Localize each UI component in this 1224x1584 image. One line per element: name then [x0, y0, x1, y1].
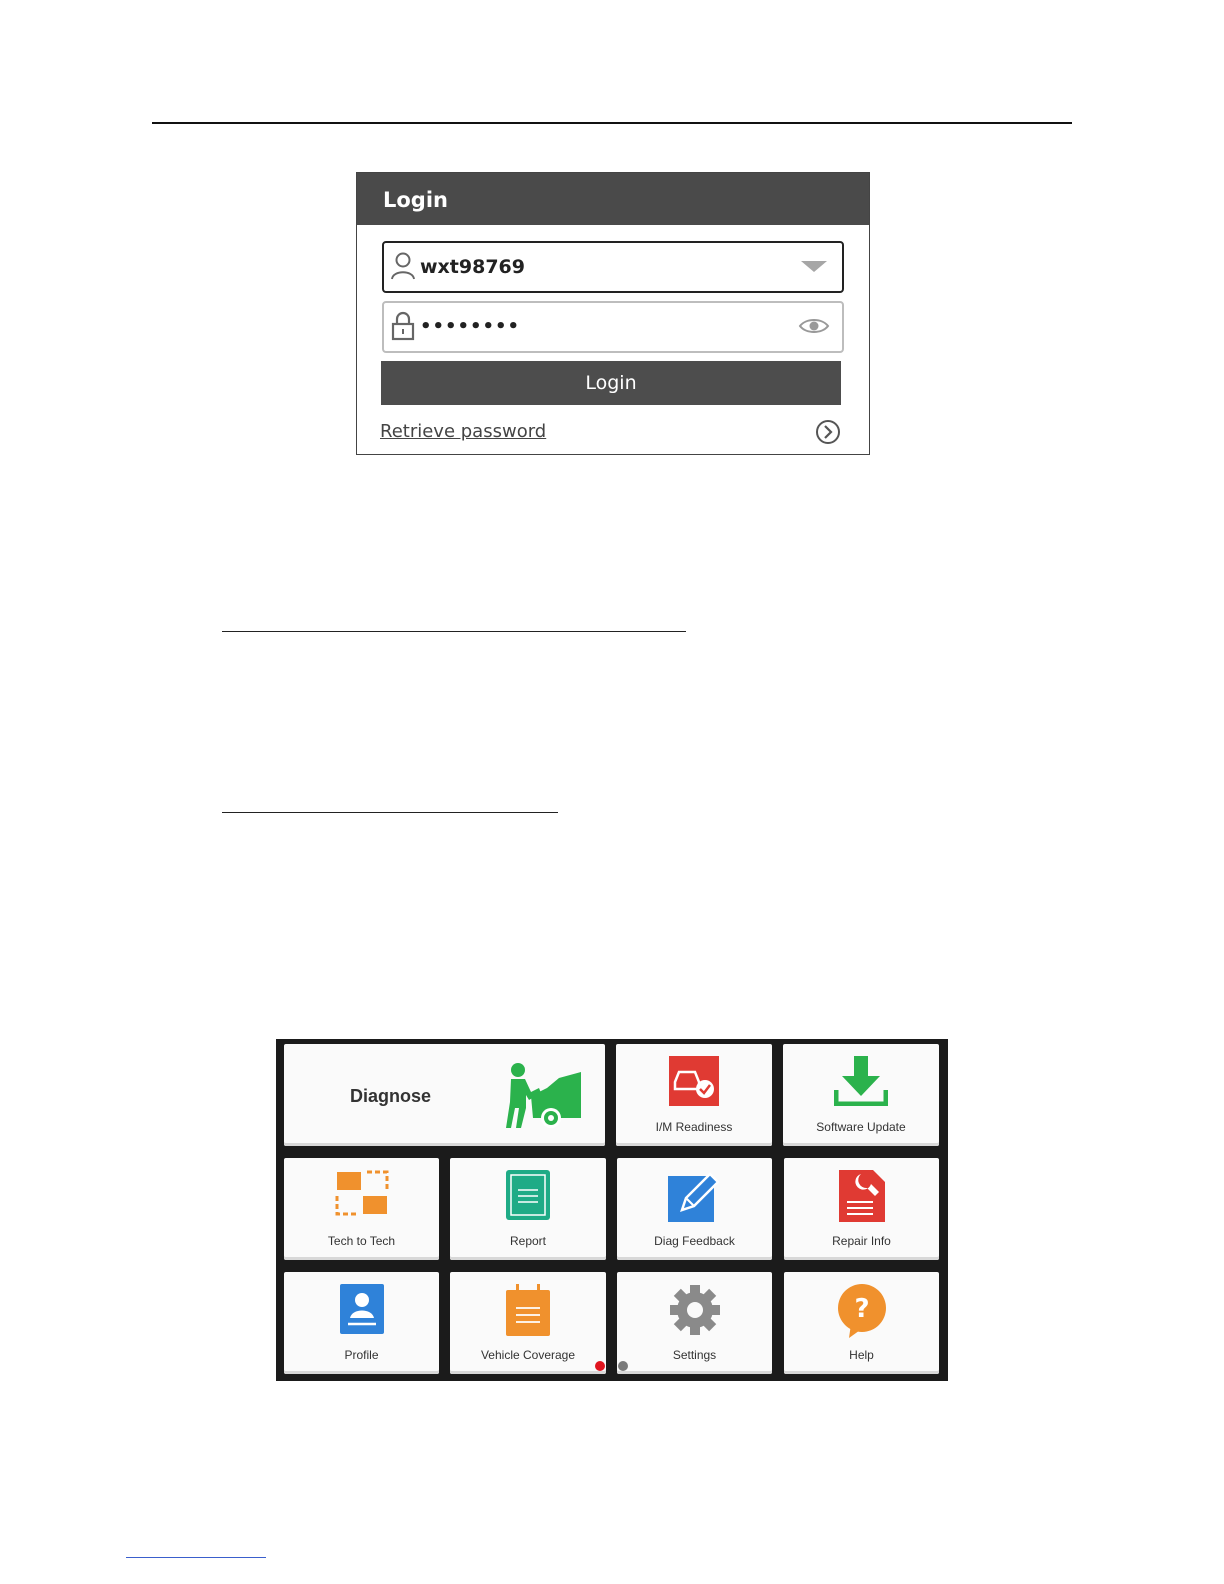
tile-label: Report: [509, 1234, 547, 1248]
page-indicator-inactive[interactable]: [618, 1361, 628, 1371]
footer-rule: [126, 1557, 266, 1558]
tile-label: Help: [849, 1348, 874, 1362]
tile-label: Repair Info: [832, 1234, 891, 1248]
dropdown-arrow-icon[interactable]: [798, 255, 830, 277]
tile-label: Profile: [344, 1348, 379, 1362]
tile-label: Diagnose: [350, 1086, 432, 1106]
retrieve-password-link[interactable]: Retrieve password: [380, 421, 547, 442]
password-value: ••••••••: [420, 316, 521, 337]
tile-repair-info[interactable]: [784, 1158, 939, 1260]
login-dialog: [356, 172, 870, 455]
header-rule: [152, 122, 1072, 124]
home-screen: [276, 1039, 948, 1381]
tile-label: Diag Feedback: [654, 1234, 735, 1248]
login-button[interactable]: Login: [381, 361, 841, 405]
tile-tech-to-tech[interactable]: [284, 1158, 439, 1260]
tile-diag-feedback[interactable]: [617, 1158, 772, 1260]
eye-icon[interactable]: [798, 315, 830, 337]
tile-report[interactable]: [450, 1158, 606, 1260]
lock-icon: [390, 311, 416, 341]
help-icon: [835, 1284, 889, 1338]
tile-settings[interactable]: [617, 1272, 772, 1374]
tile-diagnose[interactable]: [284, 1044, 605, 1146]
tech-to-tech-icon: [335, 1170, 389, 1216]
password-field[interactable]: [382, 301, 844, 353]
chevron-right-circle-icon[interactable]: [815, 419, 841, 445]
tile-vehicle-coverage[interactable]: [450, 1272, 606, 1374]
download-icon: [834, 1056, 888, 1106]
user-icon: [390, 251, 416, 281]
wrench-icon: [839, 1170, 885, 1222]
mechanic-car-icon: [501, 1062, 585, 1128]
tile-label: Settings: [672, 1348, 717, 1362]
svg-text:?: ?: [853, 1294, 870, 1324]
tile-im-readiness[interactable]: [616, 1044, 772, 1146]
car-check-icon: [669, 1056, 719, 1106]
login-title: Login: [357, 173, 869, 225]
profile-icon: [340, 1284, 384, 1334]
gear-icon: [669, 1284, 721, 1336]
blank-line-2: [222, 812, 558, 813]
tile-label: Software Update: [816, 1120, 906, 1134]
tile-label: Vehicle Coverage: [480, 1348, 576, 1362]
tile-label: I/M Readiness: [655, 1120, 733, 1134]
blank-line-1: [222, 631, 686, 632]
tile-profile[interactable]: [284, 1272, 439, 1374]
tile-software-update[interactable]: [783, 1044, 939, 1146]
pencil-icon: [668, 1170, 722, 1222]
username-value: wxt98769: [420, 256, 525, 278]
tile-label: Tech to Tech: [327, 1234, 396, 1248]
coverage-icon: [506, 1284, 550, 1336]
page-indicator-active[interactable]: [595, 1361, 605, 1371]
report-icon: [506, 1170, 550, 1220]
tile-help[interactable]: [784, 1272, 939, 1374]
username-field[interactable]: [382, 241, 844, 293]
